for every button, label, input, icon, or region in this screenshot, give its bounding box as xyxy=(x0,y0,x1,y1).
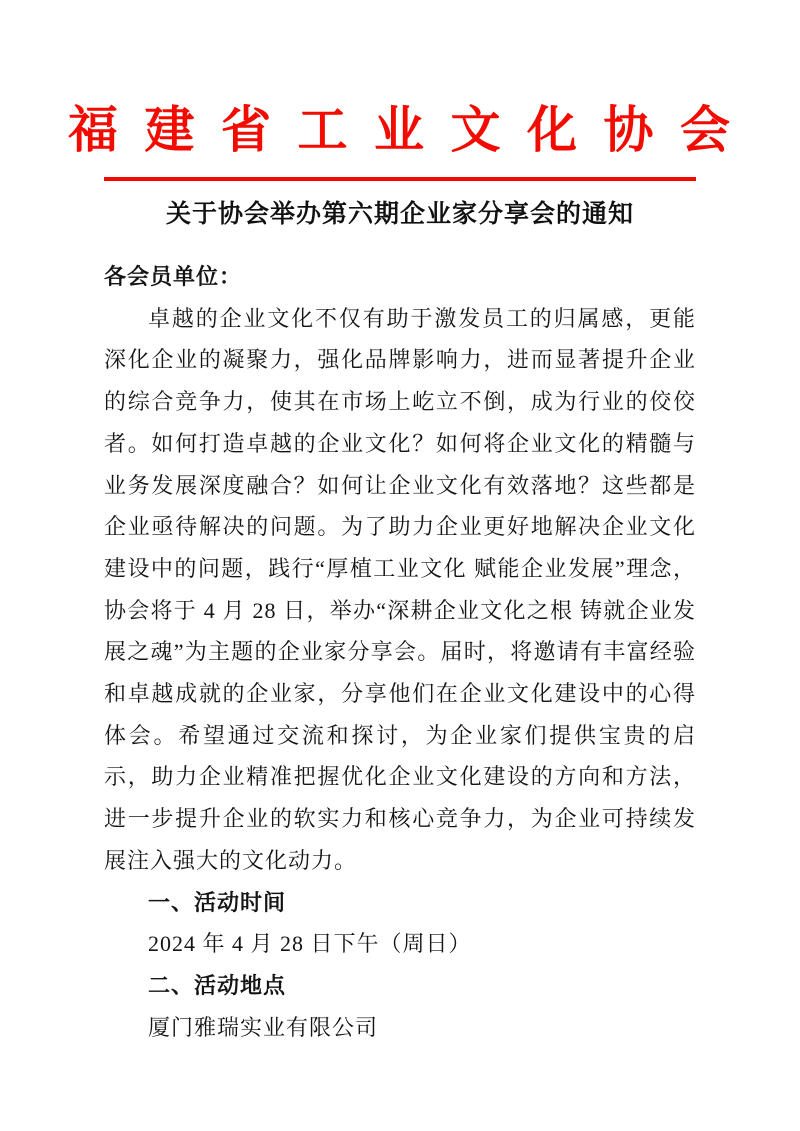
notice-body xyxy=(104,256,696,1048)
section-heading-activity-location: 二、活动地点 xyxy=(148,972,287,998)
salutation: 各会员单位： xyxy=(104,264,243,289)
letterhead-org-name: 福 建 省 工 业 文 化 协 会 xyxy=(68,102,732,158)
section-content-activity-time: 2024 年 4 月 28 日下午（周日） xyxy=(148,931,472,957)
section-content-activity-location: 厦门雅瑞实业有限公司 xyxy=(148,1014,379,1040)
section-heading-activity-time: 一、活动时间 xyxy=(148,889,287,915)
letterhead-divider xyxy=(104,177,696,181)
notice-title: 关于协会举办第六期企业家分享会的通知 xyxy=(165,201,634,228)
body-paragraph: 卓越的企业文化不仅有助于激发员工的归属感，更能深化企业的凝聚力，强化品牌影响力，进而显著提升企业的综合竞争力，使其在市场上屹立不倒，成为行业的佼佼者。如何打造卓越的企业文化？如何将企业文化的精髓与业务发展深度融合？如何让企业文化有效落地？这些都是企业亟待解决的问题。为了助力企业更好地解决企业文化建设中的问题，践行“厚植工业文化 赋能企业发展”理念，协会将于 4 月 28 日，举办“深耕企业文化之根 铸就企业发展之魂”为主题的企业家分享会。届时，将邀请有丰富经验和卓越成就的企业家，分享他们在企业文化建设中的心得体会。希望通过交流和探讨，为企业家们提供宝贵的启示，助力企业精准把握优化企业文化建设的方向和方法，进一步提升企业的软实力和核心竞争力，为企业可持续发展注入强大的文化动力。 xyxy=(104,305,696,873)
